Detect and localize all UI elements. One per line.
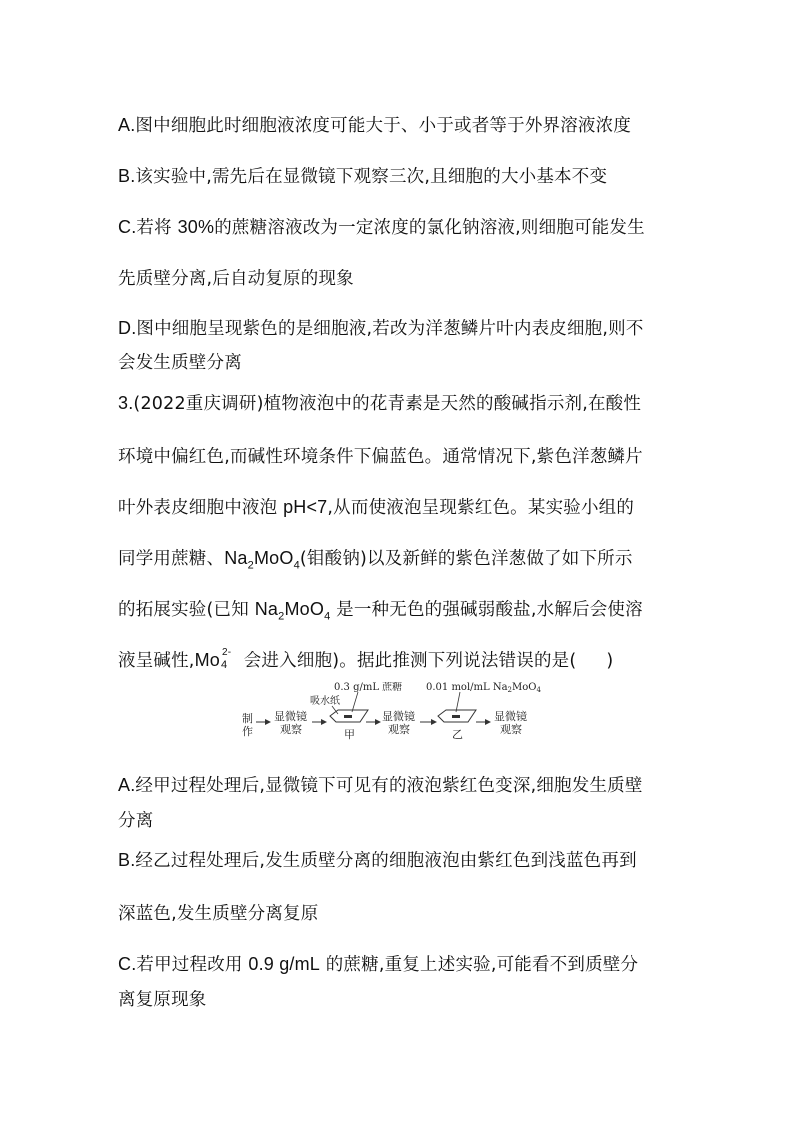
question-text: 同学用蔗糖、 <box>118 549 225 569</box>
slide-jia-icon <box>330 710 368 722</box>
option-c-line2: 先质壁分离,后自动复原的现象 <box>118 269 354 289</box>
ph-value: pH<7 <box>283 497 328 517</box>
formula-na2moo4 <box>224 548 300 572</box>
option-text: 经乙过程处理后,发生质壁分离的细胞液泡由紫红色到浅蓝色再到 <box>135 851 637 871</box>
observe-3a: 显微镜 <box>494 710 527 723</box>
question-text: 植物液泡中的花青素是天然的酸碱指示剂,在酸性 <box>263 394 642 414</box>
option-d-line2: 会发生质壁分离 <box>118 353 242 373</box>
q3-option-a <box>118 772 643 797</box>
observe-1a: 显微镜 <box>274 710 307 723</box>
option-label: C. <box>118 954 137 974</box>
absorbent-paper-label: 吸水纸 <box>310 696 340 707</box>
question-text: 叶外表皮细胞中液泡 <box>118 498 284 518</box>
question-text: ) <box>606 651 614 671</box>
slide-yi-icon <box>438 710 476 722</box>
question-text: 是一种无色的强碱弱酸盐,水解后会使溶 <box>330 600 643 620</box>
q3-option-c <box>118 951 638 976</box>
observe-2a: 显微镜 <box>382 710 415 723</box>
formula-sub-sup <box>220 647 238 671</box>
question-text: 的拓展实验(已知 <box>118 600 255 620</box>
option-label: B. <box>118 850 136 870</box>
sucrose-label: 0.3 g/mL 蔗糖 <box>334 682 403 693</box>
formula-part: MoO <box>284 599 325 619</box>
q3-option-b <box>118 847 637 872</box>
formula-part: Na <box>254 599 279 619</box>
formula-na2moo4 <box>254 599 331 623</box>
step-make-1: 制 <box>242 712 253 725</box>
label-jia: 甲 <box>344 728 355 741</box>
option-text: 的蔗糖溶液改为一定浓度的氯化钠溶液,则细胞可能发生 <box>214 218 645 238</box>
percent-value: 30% <box>177 217 215 237</box>
option-a <box>118 112 631 137</box>
formula-sub: 4 <box>293 559 300 572</box>
formula-sub: 2 <box>278 610 285 623</box>
molybdate-label: 0.01 mol/mL $Na_2MoO_4$ <box>426 682 541 694</box>
option-b <box>118 163 607 188</box>
option-label: A. <box>118 115 136 135</box>
question-text: (钼酸钠)以及新鲜的紫色洋葱做了如下所示 <box>299 549 633 569</box>
step-make-2: 作 <box>242 725 253 738</box>
formula-sub: 4 <box>220 659 228 671</box>
question-text: 液呈碱性, <box>118 651 195 671</box>
observe-2b: 观察 <box>388 723 410 736</box>
question-text: 会进入细胞)。据此推测下列说法错误的是( <box>237 651 577 671</box>
option-text: 图中细胞此时细胞液浓度可能大于、小于或者等于外界溶液浓度 <box>135 116 632 136</box>
q3-option-b-line2: 深蓝色,发生质壁分离复原 <box>118 904 319 924</box>
question-3-line6 <box>118 647 613 672</box>
observe-1b: 观察 <box>280 723 302 736</box>
option-label: C. <box>118 217 137 237</box>
option-label: D. <box>118 318 137 338</box>
label-yi: 乙 <box>452 728 463 741</box>
option-label: A. <box>118 775 136 795</box>
formula-sub: 2 <box>247 559 254 572</box>
formula-part: Mo <box>194 650 220 670</box>
question-3-line1 <box>118 390 641 415</box>
question-3-line5 <box>118 596 643 623</box>
pointer-line <box>456 692 460 712</box>
formula-sub: 4 <box>324 610 331 623</box>
formula-sup: 2- <box>221 647 232 658</box>
question-number: 3. <box>118 393 134 413</box>
option-text: 该实验中,需先后在显微镜下观察三次,且细胞的大小基本不变 <box>135 167 608 187</box>
q3-option-c-line2: 离复原现象 <box>118 990 207 1010</box>
formula-moo4-ion <box>194 647 238 671</box>
question-3-line2: 环境中偏红色,而碱性环境条件下偏蓝色。通常情况下,紫色洋葱鳞片 <box>118 447 643 467</box>
option-label: B. <box>118 166 136 186</box>
option-d <box>118 315 644 340</box>
observe-3b: 观察 <box>500 723 522 736</box>
question-text: ,从而使液泡呈现紫红色。某实验小组的 <box>327 498 635 518</box>
question-3-line3 <box>118 494 634 519</box>
option-text: 的蔗糖,重复上述实验,可能看不到质壁分 <box>320 955 639 975</box>
concentration-value: 0.9 g/mL <box>248 954 321 974</box>
option-text: 若将 <box>136 218 178 238</box>
question-3-line4 <box>118 545 633 572</box>
option-c <box>118 214 645 239</box>
option-text: 经甲过程处理后,显微镜下可见有的液泡紫红色变深,细胞发生质壁 <box>135 776 643 796</box>
experiment-diagram <box>240 682 560 742</box>
q3-option-a-line2: 分离 <box>118 811 154 831</box>
formula-part: MoO <box>253 548 294 568</box>
option-text: 图中细胞呈现紫色的是细胞液,若改为洋葱鳞片叶内表皮细胞,则不 <box>136 319 644 339</box>
option-text: 若甲过程改用 <box>136 955 249 975</box>
pointer-line <box>352 692 358 712</box>
formula-part: Na <box>224 548 248 568</box>
question-source: (2022重庆调研) <box>133 394 264 414</box>
